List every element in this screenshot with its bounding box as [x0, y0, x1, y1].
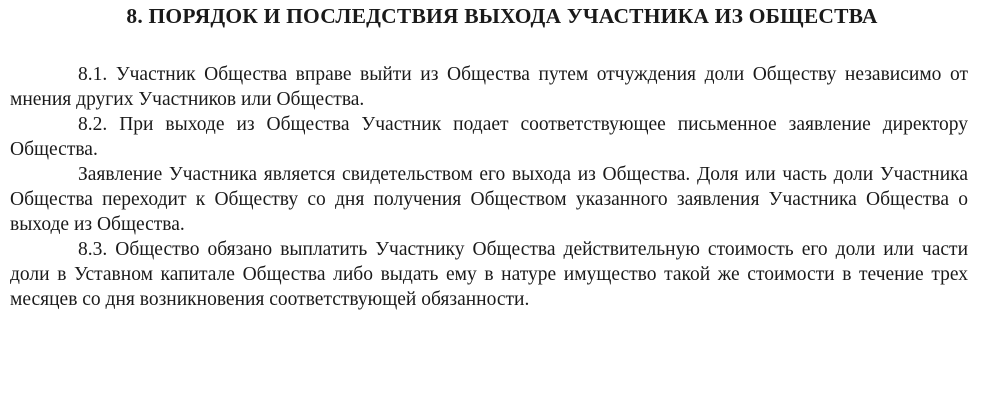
paragraph-8-2: 8.2. При выходе из Общества Участник подает соответствующее письменное заявление директору Общества. [10, 114, 968, 160]
paragraph-application-effect: Заявление Участника является свидетельством его выхода из Общества. Доля или часть доли Участника Общества переходит к Обществу со дня получения Обществом указанного заявления Участника Общества о выходе из Общества. [10, 164, 968, 235]
section-body [10, 62, 968, 312]
paragraph-8-3: 8.3. Общество обязано выплатить Участнику Общества действительную стоимость его доли или части доли в Уставном капитале Общества либо выдать ему в натуре имущество такой же стоимости в течение трех месяцев со дня возникновения соответствующей обязанности. [10, 239, 968, 310]
paragraph-8-1: 8.1. Участник Общества вправе выйти из Общества путем отчуждения доли Обществу независимо от мнения других Участников или Общества. [10, 64, 968, 110]
section-heading: 8. ПОРЯДОК И ПОСЛЕДСТВИЯ ВЫХОДА УЧАСТНИКА ИЗ ОБЩЕСТВА [126, 4, 878, 28]
